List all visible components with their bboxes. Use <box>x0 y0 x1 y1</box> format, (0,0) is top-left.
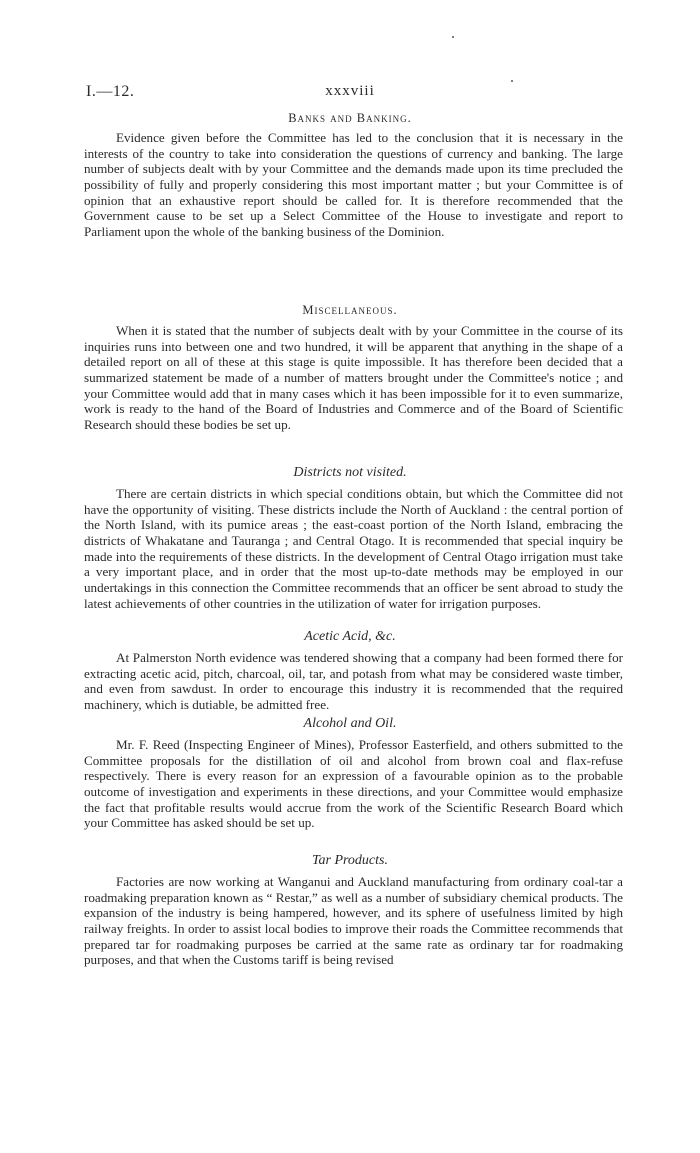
page-number: xxxviii <box>325 83 375 99</box>
paragraph-tar-products: Factories are now working at Wanganui and Auckland manufacturing from ordinary coal-tar a roadmaking preparation known as “ Restar,” as well as a number of subsidiary chemical products. The expansion of the industry is being hampered, however, and its sphere of usefulness limited by high railway freights. In order to assist local bodies to improve their roads the Committee recommends that prepared tar for roadmaking purposes be carried at the same rate as ordinary tar for roadmaking purposes, and that when the Customs tariff is being revised <box>84 874 623 968</box>
paragraph-acetic-acid: At Palmerston North evidence was tendered showing that a company had been formed there for extracting acetic acid, pitch, charcoal, oil, tar, and potash from what may be considered waste timber, and even from sawdust. In order to encourage this industry it is recommended that the required machinery, which is dutiable, be admitted free. <box>84 650 623 712</box>
page-reference: I.—12. <box>86 83 135 100</box>
section-heading-districts: Districts not visited. <box>293 465 407 480</box>
paragraph-districts: There are certain districts in which special conditions obtain, but which the Committee did not have the opportunity of visiting. These districts include the North of Auckland : the central portion of the North Island, with its pumice areas ; the east-coast portion of the North Island, embracing the districts of Whakatane and Tauranga ; and Central Otago. It is recommended that special inquiry be made into the requirements of these districts. In the development of Central Otago irrigation must take a very important place, and in order that the most up-to-date methods may be employed in our undertakings in this connection the Committee recommends that an officer be sent abroad to study the latest achievements of other countries in the utilization of water for irrigation purposes. <box>84 486 623 611</box>
section-heading-banks: Banks and Banking. <box>288 111 412 125</box>
paragraph-miscellaneous: When it is stated that the number of subjects dealt with by your Committee in the course of its inquiries runs into between one and two hundred, it will be apparent that anything in the shape of a detailed report on all of these at this stage is quite impossible. It has therefore been decided that a summarized statement be made of a number of matters brought under the Committee's notice ; and your Committee would add that in many cases which it has been impossible for it to even summarize, work is ready to the hand of the Board of Industries and Commerce and of the Board of Scientific Research should these bodies be set up. <box>84 323 623 432</box>
paragraph-alcohol-oil: Mr. F. Reed (Inspecting Engineer of Mines), Professor Easterfield, and others submitted to the Committee proposals for the distillation of oil and alcohol from brown coal and flax-refuse respectively. There is every reason for an expression of a favourable opinion as to the probable outcome of investigation and experiments in these directions, and your Committee would emphasize the fact that profitable results would accrue from the work of the Scientific Research Board which your Committee has asked should be set up. <box>84 737 623 831</box>
paragraph-banks: Evidence given before the Committee has led to the conclusion that it is necessary in the interests of the country to take into consideration the questions of currency and banking. The large number of subjects dealt with by your Committee and the demands made upon its time precluded the possibility of fully and properly considering this most important matter ; but your Committee is of opinion that an exhaustive report should be called for. It is therefore recommended that the Government cause to be set up a Select Committee of the House to investigate and report to Parliament upon the whole of the banking business of the Dominion. <box>84 130 623 239</box>
section-heading-miscellaneous: Miscellaneous. <box>302 303 398 317</box>
ink-speck <box>452 36 454 38</box>
section-heading-tar-products: Tar Products. <box>312 853 388 868</box>
ink-speck <box>511 80 513 82</box>
section-heading-alcohol-oil: Alcohol and Oil. <box>303 716 397 731</box>
section-heading-acetic-acid: Acetic Acid, &c. <box>304 629 396 644</box>
